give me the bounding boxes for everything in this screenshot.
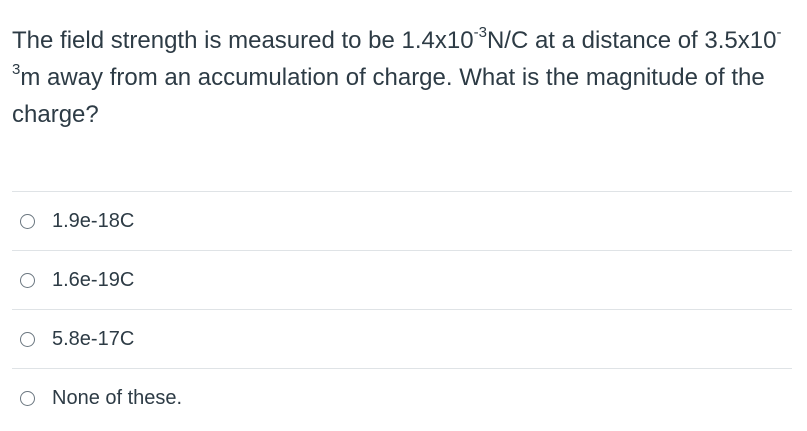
- answer-option-4[interactable]: [12, 368, 792, 427]
- answer-option-1[interactable]: [12, 191, 792, 250]
- answer-label: 1.9e-18C: [52, 209, 135, 232]
- question-exponent-2: -3: [12, 24, 782, 78]
- question-part-3: m away from an accumulation of charge. What is the magnitude of the charge?: [12, 64, 765, 128]
- answer-list: [12, 191, 792, 427]
- question-text: [12, 22, 792, 133]
- radio-button-icon[interactable]: [20, 214, 35, 229]
- answer-label: 1.6e-19C: [52, 268, 135, 291]
- answer-label: None of these.: [52, 386, 183, 409]
- radio-button-icon[interactable]: [20, 273, 35, 288]
- answer-option-3[interactable]: [12, 309, 792, 368]
- question-exponent-1: -3: [473, 24, 487, 41]
- question-part-1: The field strength is measured to be 1.4x10: [12, 27, 474, 54]
- radio-button-icon[interactable]: [20, 332, 35, 347]
- answer-label: 5.8e-17C: [52, 327, 135, 350]
- question-part-2: N/C at a distance of 3.5x10: [486, 27, 777, 54]
- answer-option-2[interactable]: [12, 250, 792, 309]
- radio-button-icon[interactable]: [20, 391, 35, 406]
